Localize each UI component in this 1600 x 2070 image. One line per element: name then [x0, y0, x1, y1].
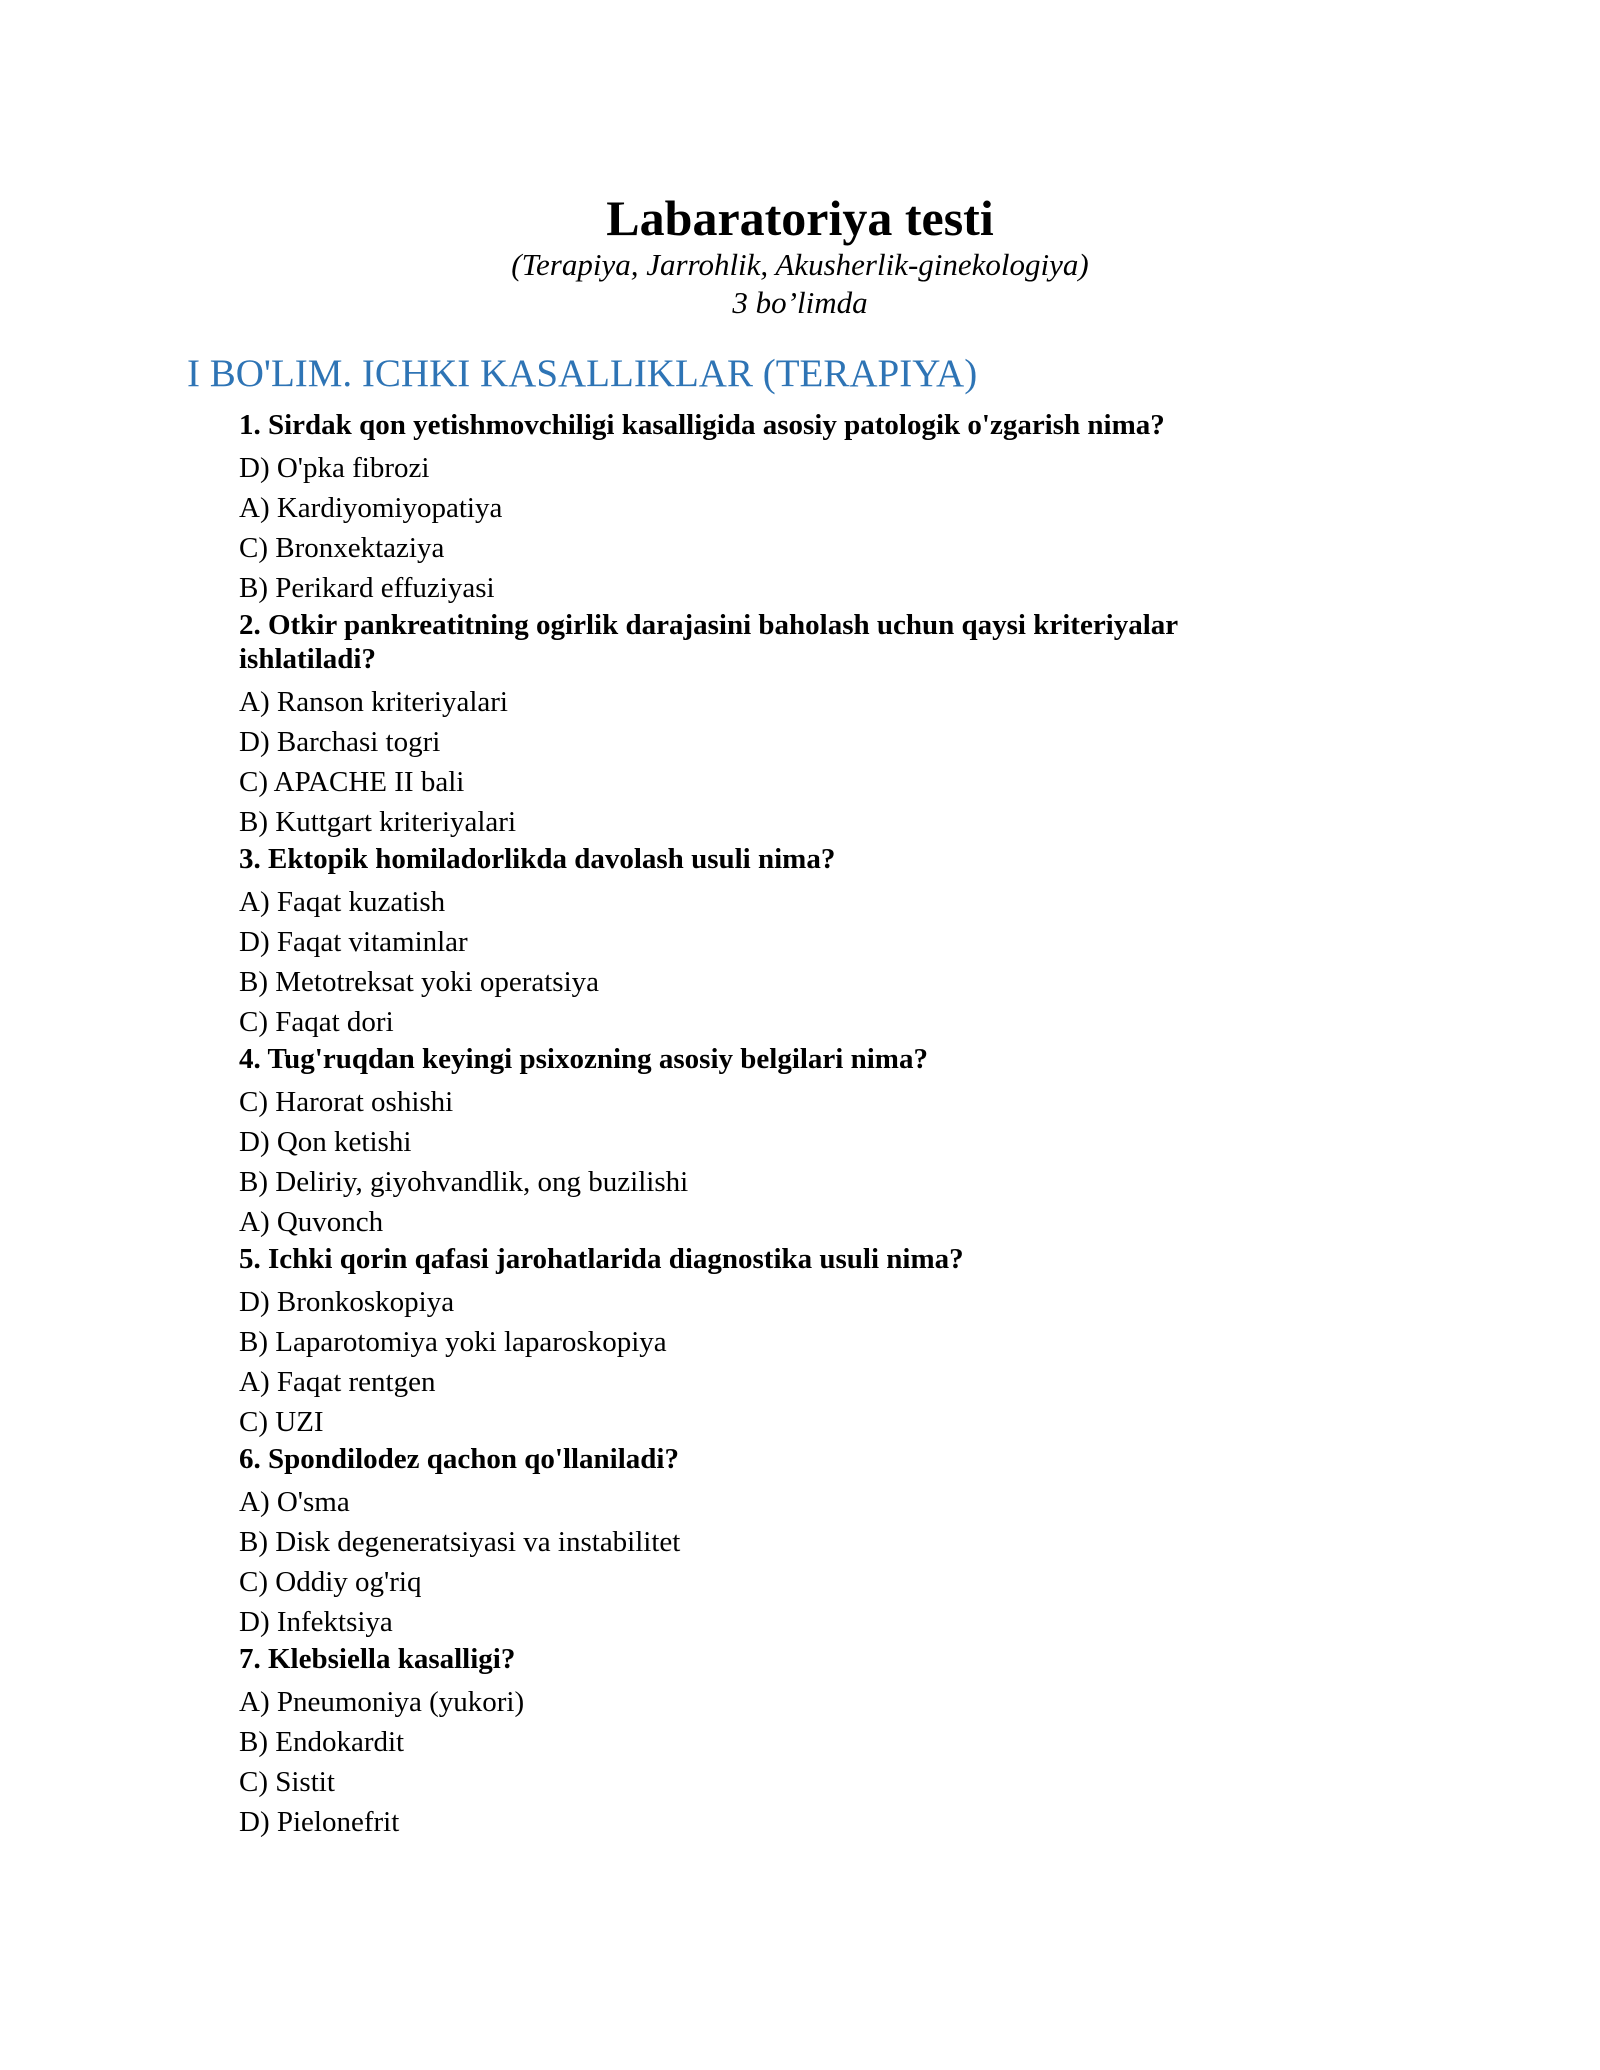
answer-option: A) Faqat rentgen [239, 1366, 436, 1398]
answer-option: A) Kardiyomiyopatiya [239, 492, 503, 524]
answer-option: B) Disk degeneratsiyasi va instabilitet [239, 1526, 681, 1558]
question-text: 4. Tug'ruqdan keyingi psixozning asosiy belgilari nima? [239, 1043, 928, 1075]
answer-option: A) Faqat kuzatish [239, 886, 446, 918]
answer-option: B) Metotreksat yoki operatsiya [239, 966, 599, 998]
answer-option: B) Kuttgart kriteriyalari [239, 806, 517, 838]
answer-option: A) Ranson kriteriyalari [239, 686, 508, 718]
answer-option: C) APACHE II bali [239, 766, 465, 798]
answer-option: D) Qon ketishi [239, 1126, 412, 1158]
answer-option: A) Quvonch [239, 1206, 384, 1238]
question-text: 7. Klebsiella kasalligi? [239, 1643, 516, 1675]
answer-option: C) Faqat dori [239, 1006, 394, 1038]
answer-option: D) Barchasi togri [239, 726, 441, 758]
answer-option: C) Bronxektaziya [239, 532, 445, 564]
answer-option: A) Pneumoniya (yukori) [239, 1686, 525, 1718]
question-item [239, 842, 1319, 1042]
question-item [239, 608, 1319, 842]
answer-option: B) Endokardit [239, 1726, 405, 1758]
answer-option: C) Oddiy og'riq [239, 1566, 422, 1598]
question-item [239, 1242, 1319, 1442]
document-section-count: 3 bo’limda [732, 285, 868, 320]
answer-option: D) O'pka fibrozi [239, 452, 430, 484]
question-list [239, 408, 1319, 1842]
answer-option: A) O'sma [239, 1486, 350, 1518]
answer-option: B) Laparotomiya yoki laparoskopiya [239, 1326, 667, 1358]
question-item [239, 408, 1319, 608]
document-title: Labaratoriya testi [606, 190, 994, 246]
question-item [239, 1442, 1319, 1642]
answer-option: B) Perikard effuziyasi [239, 572, 495, 604]
answer-option: D) Bronkoskopiya [239, 1286, 455, 1318]
question-item [239, 1042, 1319, 1242]
question-text: 5. Ichki qorin qafasi jarohatlarida diagnostika usuli nima? [239, 1243, 964, 1275]
answer-option: D) Pielonefrit [239, 1806, 400, 1838]
answer-option: D) Infektsiya [239, 1606, 393, 1638]
document-subtitle: (Terapiya, Jarrohlik, Akusherlik-ginekologiya) [511, 247, 1089, 282]
answer-option: C) Sistit [239, 1766, 335, 1798]
answer-option: B) Deliriy, giyohvandlik, ong buzilishi [239, 1166, 689, 1198]
question-item [239, 1642, 1319, 1842]
section-heading: I BO'LIM. ICHKI KASALLIKLAR (TERAPIYA) [187, 352, 978, 395]
answer-option: C) UZI [239, 1406, 324, 1438]
question-text: 2. Otkir pankreatitning ogirlik darajasini baholash uchun qaysi kriteriyalar ishlatiladi? [239, 609, 1178, 675]
answer-option: C) Harorat oshishi [239, 1086, 454, 1118]
question-text: 3. Ektopik homiladorlikda davolash usuli nima? [239, 843, 836, 875]
question-text: 6. Spondilodez qachon qo'llaniladi? [239, 1443, 679, 1475]
question-text: 1. Sirdak qon yetishmovchiligi kasalligida asosiy patologik o'zgarish nima? [239, 409, 1165, 441]
answer-option: D) Faqat vitaminlar [239, 926, 468, 958]
